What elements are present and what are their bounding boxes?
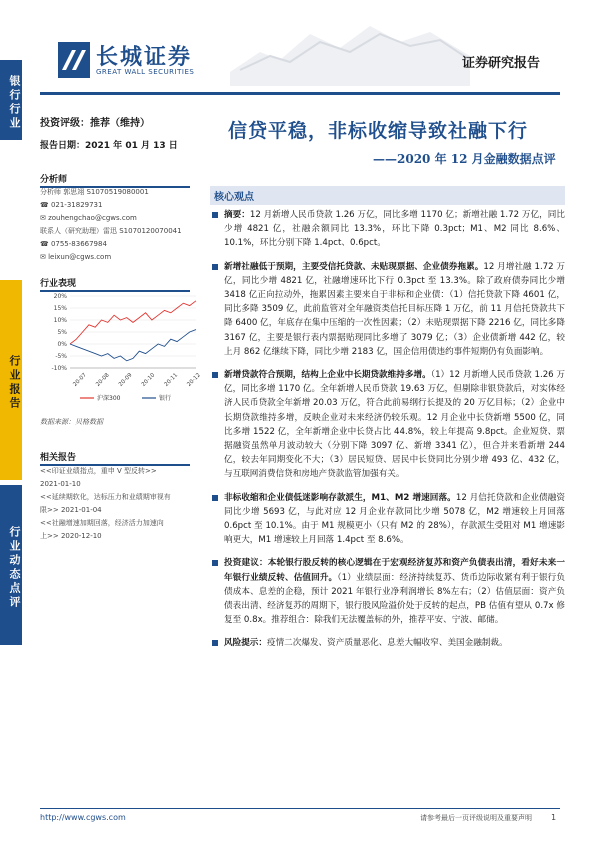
footer-disclaimer: 请参考最后一页评级说明及重要声明 (420, 814, 532, 822)
x-tick-label: 20-09 (117, 372, 134, 388)
x-tick-label: 20-08 (95, 372, 111, 388)
related-item[interactable]: <<社融增速加期回落，经济活力加速向 (40, 519, 164, 527)
rating-label: 投资评级：推荐（维持） (40, 118, 150, 129)
y-tick-label: 5% (57, 329, 67, 336)
analyst-phone: ☎ 021-31829731 (40, 201, 103, 209)
y-tick-label: 20% (53, 293, 67, 300)
company-logo-icon (58, 42, 90, 78)
header-divider (40, 92, 560, 95)
company-name-en: GREAT WALL SECURITIES (96, 68, 195, 76)
company-name-cn: 长城证券 (96, 44, 193, 70)
footer-divider (40, 808, 560, 809)
related-section-head: 相关报告 (40, 450, 190, 466)
related-date: 上>> 2020-12-10 (40, 532, 102, 540)
x-tick-label: 20-11 (163, 372, 180, 388)
y-tick-label: 0% (57, 341, 67, 348)
related-date: 2021-01-10 (40, 480, 81, 488)
report-date: 报告日期：2021 年 01 月 13 日 (40, 141, 178, 151)
related-date: 限>> 2021-01-04 (40, 506, 102, 514)
analyst-email[interactable]: ✉ zouhengchao@cgws.com (40, 214, 137, 222)
analyst-info (40, 186, 200, 264)
bullet-item: 摘要：12 月新增人民币贷款 1.26 万亿，同比多增 1170 亿；新增社融 1.72 万亿，同比少增 4821 亿，社融余额同比 13.3%，环比下降 0.3pct；M1、M2 同比 8.6%、10.1%，环比分别下降 1.4pct、0.6pct。 (210, 208, 565, 251)
bullet-item: 新增贷款符合预期，结构上企业中长期贷款维持多增。（1）12 月新增人民币贷款 1.26 万亿，同比多增 1170 亿。全年新增人民币贷款 19.63 万亿，但剔除非银贷款后，对实体经济人民币贷款全年新增 20.03 万亿，符合此前易纲行长提及的 20 万亿目标；（2）企业中长期贷款维持多增，反映企业对未来经济仍较乐观。12 月企业中长贷新增 5500 亿，同比多增 1522 亿，全年新增企业中长贷占比 44.8%，较上年提高 9.8pct。企业短贷、票据融资虽然单月波动较大（分别下降 3097 亿、新增 3341 亿），但合并来看新增 244 亿，较去年同期变化不大；（3）居民短贷、居民中长贷同比分别少增 493 亿、432 亿，与互联网消费信贷和房地产贷款监管加强有关。 (210, 368, 565, 482)
legend-label: 银行 (159, 395, 172, 402)
contact-phone: ☎ 0755-83667984 (40, 240, 107, 248)
great-wall-watermark-icon (230, 12, 470, 86)
sidebar-tag-industry: 银行行业 (0, 60, 22, 140)
page-number: 1 (551, 813, 557, 822)
related-item[interactable]: <<印证业绩指点，重申 V 型反转>> (40, 467, 157, 475)
y-tick-label: -10% (51, 365, 67, 372)
core-bullets (210, 208, 565, 660)
series-line (70, 301, 196, 344)
footer-url[interactable]: http://www.cgws.com (40, 813, 126, 822)
contact-email[interactable]: ✉ leixun@cgws.com (40, 253, 112, 261)
vertical-sidebar (0, 0, 22, 841)
bullet-item: 投资建议：本轮银行股反转的核心逻辑在于宏观经济复苏和资产负债表出清，看好未来一年银行业绩反转、估值回升。（1）业绩层面：经济持续复苏、货币边际收紧有利于银行负债成本、息差的企稳，预计 2021 年银行业净利润增长 8%左右；（2）估值层面：资产负债表出清、经济复苏的周期下，银行股风险溢价处于反转的起点，PB 估值有望从 0.7x 修复至 0.8x。推荐组合：除我们无法覆盖标的外，推荐平安、宁波、邮储。 (210, 556, 565, 627)
bullet-item: 非标收缩和企业债低迷影响存款派生，M1、M2 增速回落。12 月信托贷款和企业债融资同比少增 5693 亿，与此对应 12 月企业存款同比少增 5078 亿，M2 增速较上月回落 0.6pct 至 10.1%。由于 M1 规模更小（只有 M2 的 28%），存款派生受阻对 M1 增速影响更大，M1 增速较上月回落 1.4pct 至 8.6%。 (210, 491, 565, 548)
bullet-item: 新增社融低于预期，主要受信托贷款、未贴现票据、企业债券拖累。12 月增社融 1.72 万亿，同比少增 4821 亿，社融增速环比下行 0.3pct 至 13.3%。除了政府债券同比少增 3418 亿正向拉动外，拖累因素主要来自于非标和企业债：（1）信托贷款下降 4601 亿，同比多降 3509 亿，此前监管对全年融资类信托目标压降 1 万亿，前 11 月信托贷款共下降 6400 亿，年底存在集中压缩的一次性因素；（2）未贴现票据下降 2216 亿，同比多降 3167 亿，主要是银行表内票据贴现同比多增了 3079 亿；（3）企业债新增 442 亿，较上月 862 亿继续下降，同比少增 2183 亿，国企信用债违约事件短期仍有负面影响。 (210, 260, 565, 359)
related-reports (40, 465, 200, 543)
chart-section-head: 行业表现 (40, 276, 190, 292)
legend-label: 沪深300 (97, 395, 121, 402)
bullet-item: 风险提示：疫情二次爆发、资产质量恶化、息差大幅收窄、美国金融制裁。 (210, 636, 565, 650)
x-tick-label: 20-07 (72, 372, 88, 388)
data-source: 数据来源：贝格数据 (40, 418, 103, 426)
related-item[interactable]: <<延续期软化，达标压力和业绩期审视有 (40, 493, 171, 501)
doc-type-label: 证券研究报告 (462, 56, 541, 71)
page-title: 信贷平稳，非标收缩导致社融下行 (228, 120, 529, 142)
contact-line: 联系人（研究助理）雷迅 S1070120070041 (40, 227, 182, 235)
y-tick-label: 15% (53, 305, 67, 312)
analyst-section-head: 分析师 (40, 172, 190, 188)
y-tick-label: -5% (55, 353, 67, 360)
y-tick-label: 10% (53, 317, 67, 324)
sidebar-tag-comment: 行业动态点评 (0, 485, 22, 645)
industry-performance-chart (40, 290, 200, 410)
analyst-line: 分析师 郭思翊 S1070519080001 (40, 188, 149, 196)
x-tick-label: 20-12 (186, 372, 202, 388)
sidebar-tag-report: 行业报告 (0, 280, 22, 480)
x-tick-label: 20-10 (140, 372, 157, 388)
page-subtitle: ——2020 年 12 月金融数据点评 (373, 152, 556, 166)
core-section-head: 核心观点 (210, 186, 565, 205)
